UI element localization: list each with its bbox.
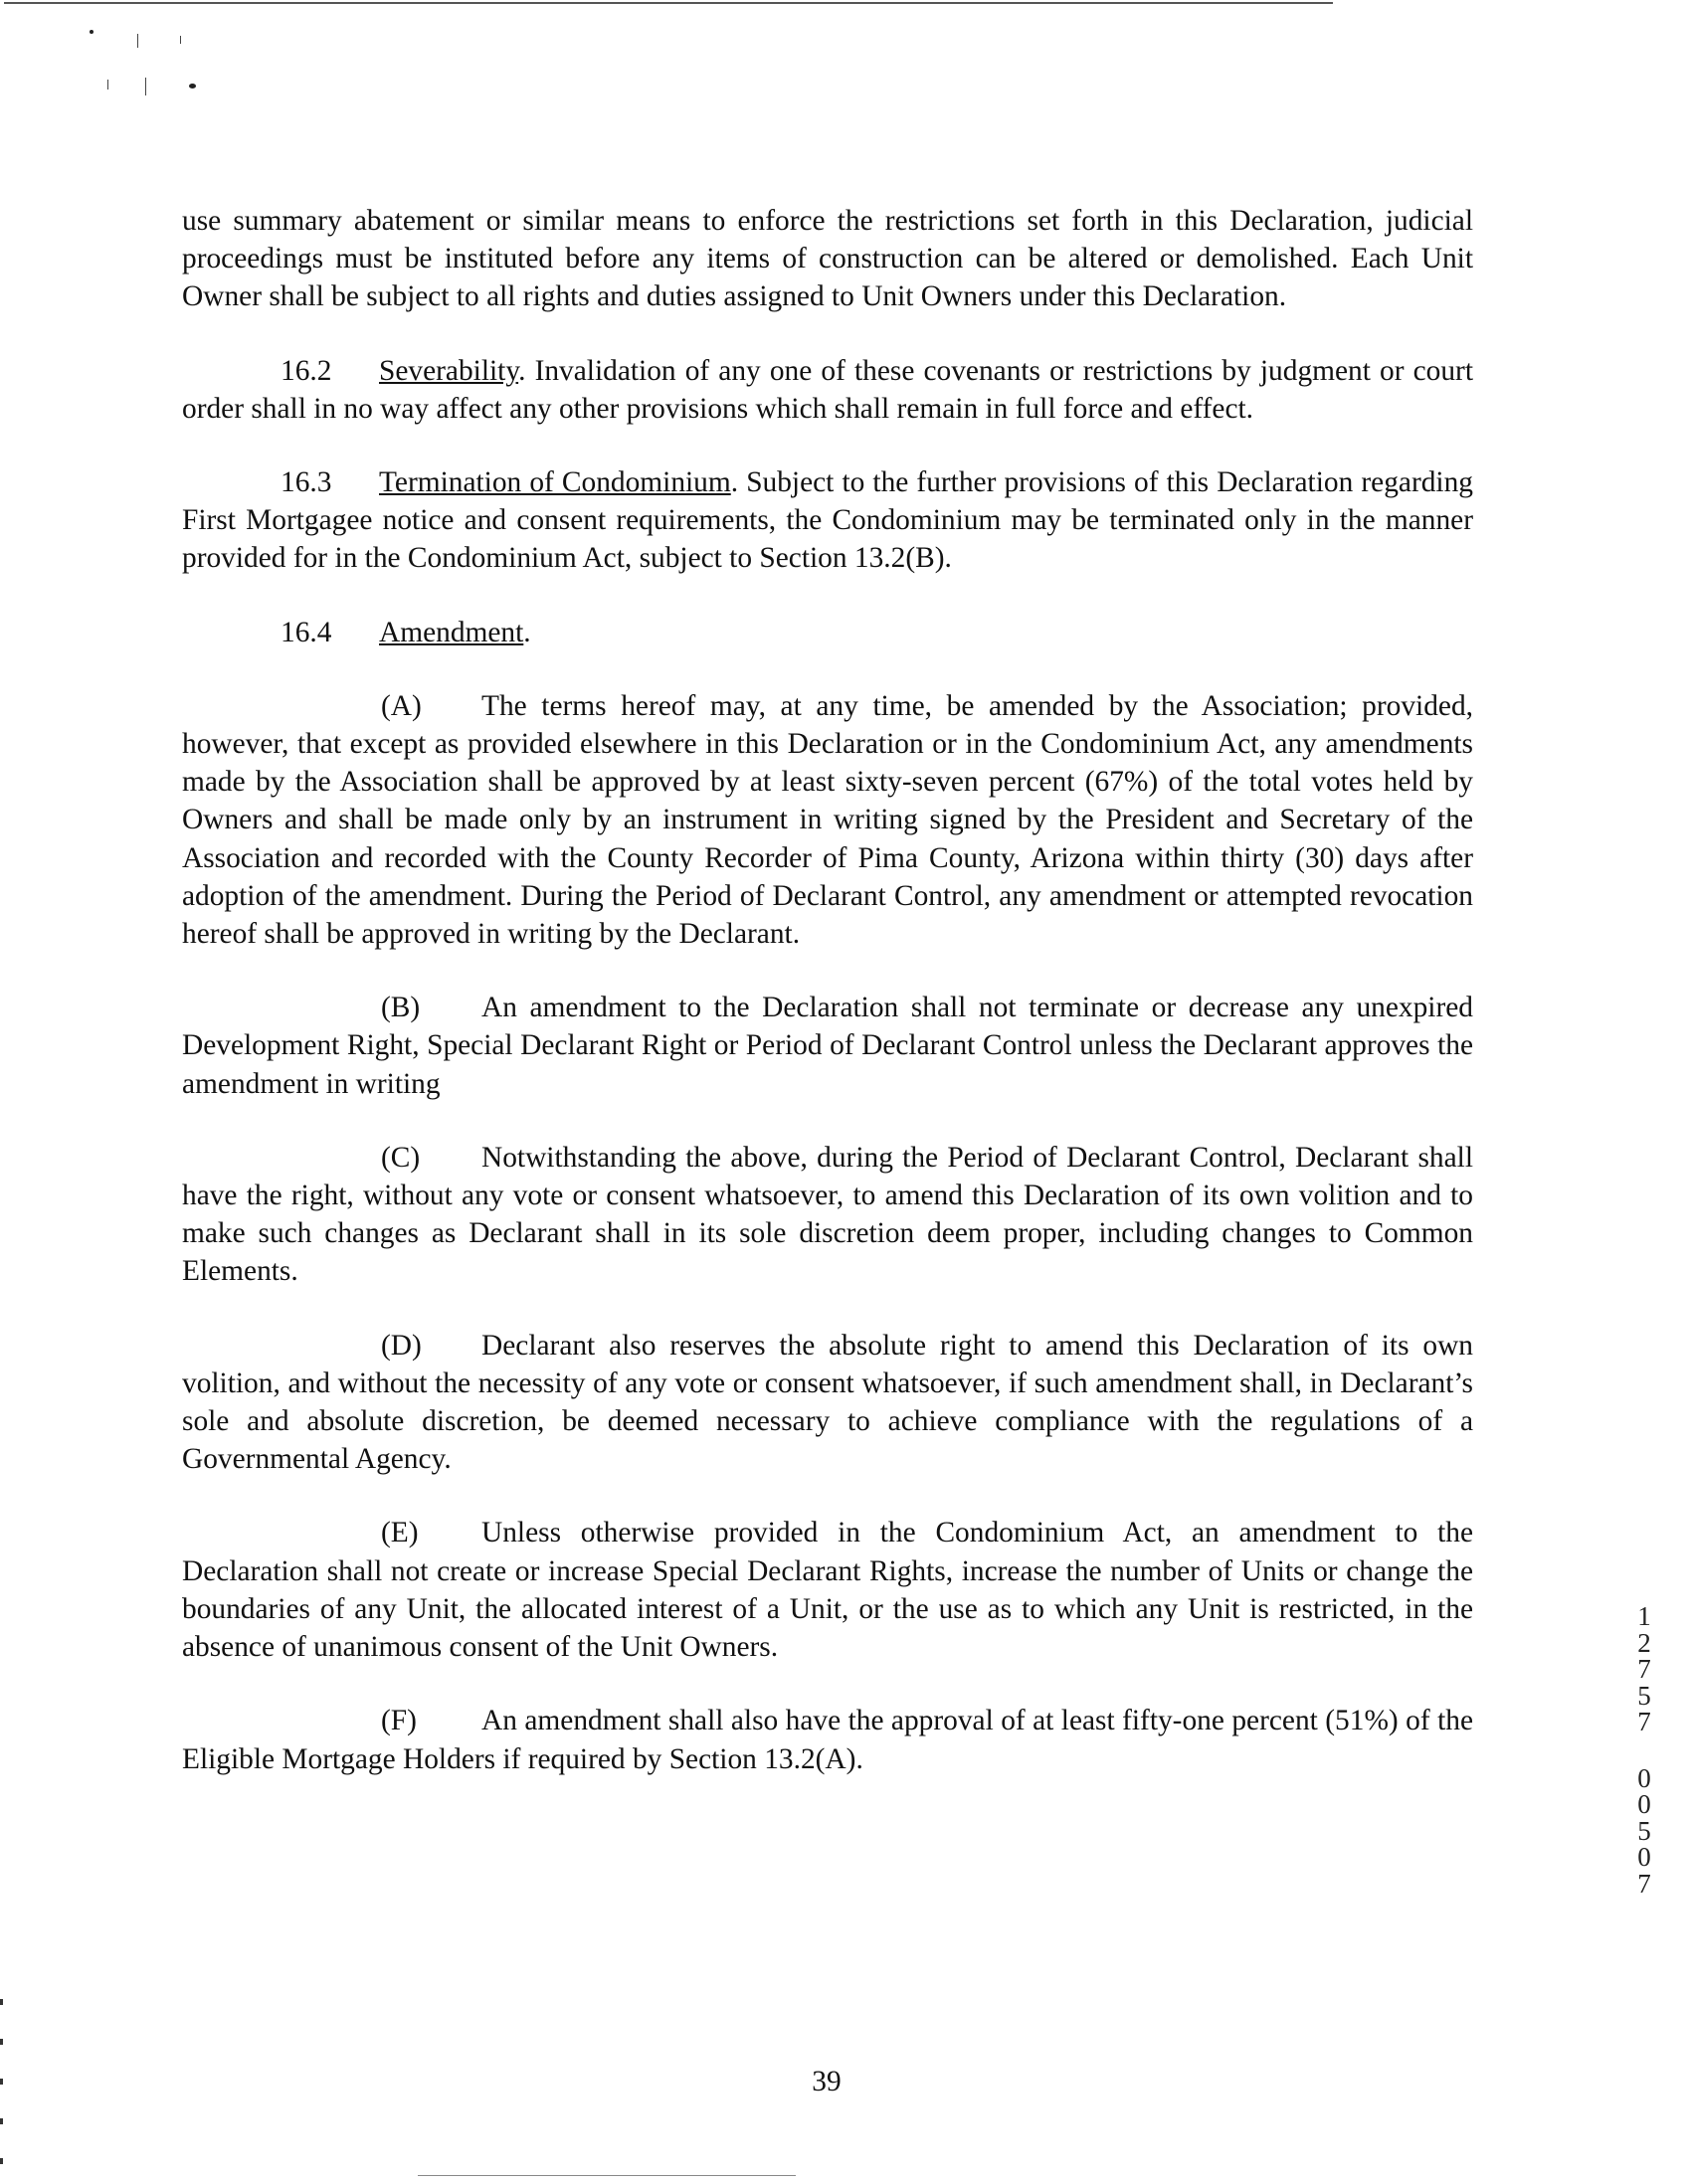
subsection-a [182, 687, 1473, 953]
subsection-e [182, 1514, 1473, 1666]
document-body [182, 202, 1473, 1814]
scan-speck [107, 80, 108, 90]
section-16-3 [182, 463, 1473, 578]
subsection-letter: (A) [381, 689, 422, 722]
section-title-punct: . [523, 616, 531, 648]
section-title: Amendment [379, 616, 524, 648]
section-title: Termination of Condominium [379, 466, 731, 499]
subsection-letter: (F) [381, 1705, 417, 1737]
scan-speck [137, 34, 138, 48]
recording-digit: 0 [1637, 1762, 1651, 1793]
section-text: Subject to the further provisions of this Declaration regarding First Mortgagee notice and consent requirements, the Condominium may be terminated only in the manner provided for in the Condominium Act, subject to Section 13.2(B). [182, 466, 1473, 575]
subsection-text: The terms hereof may, at any time, be amended by the Association; provided, however, that except as provided elsewhere in this Declaration or in the Condominium Act, any amendments made by the Association shall be approved by at least sixty-seven percent (67%) of the total votes held by Owners and shall be made only by an instrument in writing signed by the President and Secretary of the Association and recorded with the County Recorder of Pima County, Arizona within thirty (30) days after adoption of the amendment. During the Period of Declarant Control, any amendment or attempted revocation hereof shall be approved in writing by the Declarant. [182, 689, 1473, 951]
subsection-text: Unless otherwise provided in the Condominium Act, an amendment to the Declaration shall not create or increase Special Declarant Rights, increase the number of Units or change the boundaries of any Unit, the allocated interest of a Unit, or the use as to which any Unit is restricted, in the absence of unanimous consent of the Unit Owners. [182, 1517, 1473, 1664]
subsection-text: Declarant also reserves the absolute right to amend this Declaration of its own volition, and without the necessity of any vote or consent whatsoever, if such amendment shall, in Declarant’s sole and absolute discretion, be deemed necessary to achieve compliance with the regulations of a Governmental Agency. [182, 1329, 1473, 1476]
section-title-punct: . [730, 466, 739, 499]
recording-digit: 0 [1637, 1789, 1651, 1819]
scan-speck [180, 36, 181, 44]
recording-digit: 7 [1637, 1707, 1651, 1736]
recording-digit: 7 [1637, 1868, 1651, 1899]
scan-top-rule [4, 2, 1333, 4]
scan-bottom-rule [418, 2175, 796, 2176]
subsection-letter: (B) [381, 992, 421, 1024]
subsection-d [182, 1327, 1473, 1479]
subsection-letter: (C) [381, 1141, 421, 1174]
subsection-text: Notwithstanding the above, during the Period of Declarant Control, Declarant shall have the right, without any vote or consent whatsoever, to amend this Declaration of its own volition and to make such changes as Declarant shall in its sole discretion deem proper, including changes to Common Elements. [182, 1141, 1473, 1288]
subsection-c [182, 1139, 1473, 1291]
section-number: 16.4 [281, 616, 332, 648]
section-title-punct: . [518, 354, 526, 387]
subsection-b [182, 989, 1473, 1103]
scan-speck [189, 84, 196, 89]
recording-digit [1632, 1735, 1656, 1765]
recording-digit: 7 [1637, 1654, 1651, 1684]
section-16-2 [182, 352, 1473, 428]
intro-paragraph: use summary abatement or similar means to enforce the restrictions set forth in this Declaration, judicial proceedings must be instituted before any items of construction can be altered or demolished. Each Unit Owner shall be subject to all rights and duties assigned to Unit Owners under this Declaration. [182, 205, 1473, 313]
section-number: 16.3 [281, 466, 332, 499]
scan-speck [90, 30, 94, 34]
subsection-letter: (E) [381, 1517, 419, 1549]
section-text: Invalidation of any one of these covenants or restrictions by judgment or court order shall in no way affect any other provisions which shall remain in full force and effect. [182, 354, 1473, 425]
recording-digit: 1 [1637, 1601, 1651, 1631]
recording-digit: 2 [1637, 1627, 1651, 1658]
section-16-4 [182, 614, 1473, 651]
section-title: Severability [379, 354, 519, 387]
recording-digit: 0 [1637, 1842, 1651, 1872]
subsection-text: An amendment shall also have the approval of at least fifty-one percent (51%) of the Eligible Mortgage Holders if required by Section 13.2(A). [182, 1705, 1473, 1775]
subsection-letter: (D) [381, 1329, 422, 1362]
section-number: 16.2 [281, 354, 332, 387]
scan-speck [145, 78, 146, 95]
recording-digit: 5 [1637, 1680, 1651, 1711]
recording-digit: 5 [1637, 1815, 1651, 1846]
page-number: 39 [812, 2066, 842, 2097]
subsection-f [182, 1702, 1473, 1777]
recording-number [1632, 1603, 1656, 1897]
subsection-text: An amendment to the Declaration shall not terminate or decrease any unexpired Development Right, Special Declarant Right or Period of Declarant Control unless the Declarant approves the amendment in writing [182, 992, 1473, 1100]
